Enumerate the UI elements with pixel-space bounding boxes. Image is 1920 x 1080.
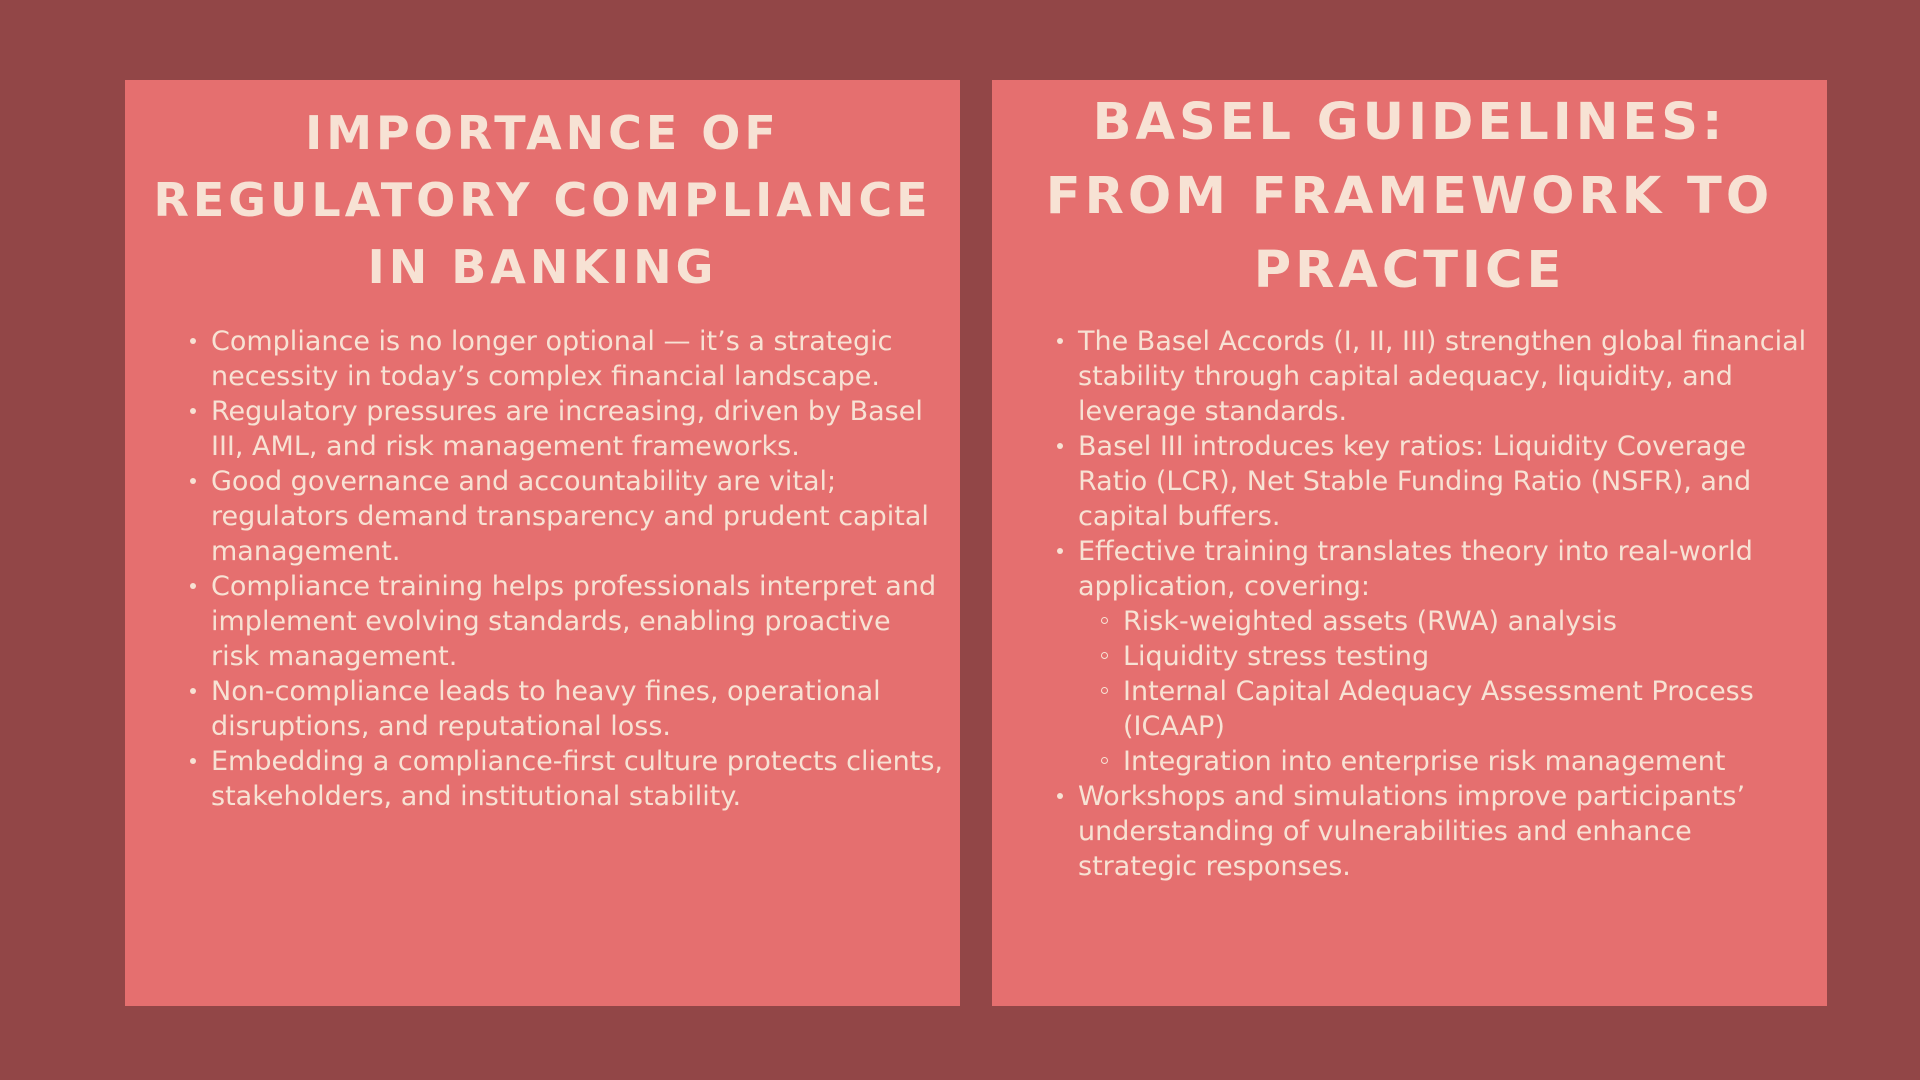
list-item: The Basel Accords (I, II, III) strengthen global financial stability through capital adequacy, liquidity, and leverage standards.	[1078, 324, 1813, 429]
sub-list-item: Liquidity stress testing	[1123, 639, 1813, 674]
list-item: Good governance and accountability are vital; regulators demand transparency and prudent capital management.	[211, 464, 946, 569]
sub-list-item: Internal Capital Adequacy Assessment Process (ICAAP)	[1123, 674, 1813, 744]
basel-guidelines-list	[1078, 324, 1813, 884]
list-item: Compliance training helps professionals interpret and implement evolving standards, enabling proactive risk management.	[211, 569, 946, 674]
compliance-importance-title: IMPORTANCE OF REGULATORY COMPLIANCE IN BANKING	[153, 106, 932, 294]
compliance-importance-list	[211, 324, 946, 814]
basel-guidelines-panel	[992, 80, 1827, 1006]
list-item: Workshops and simulations improve participants’ understanding of vulnerabilities and enhance strategic responses.	[1078, 779, 1813, 884]
compliance-importance-panel	[125, 80, 960, 1006]
basel-guidelines-title: BASEL GUIDELINES: FROM FRAMEWORK TO PRACTICE	[1045, 93, 1774, 300]
list-item: Compliance is no longer optional — it’s a strategic necessity in today’s complex financial landscape.	[211, 324, 946, 394]
list-item: Embedding a compliance-first culture protects clients, stakeholders, and institutional stability.	[211, 744, 946, 814]
sub-list-item: Risk-weighted assets (RWA) analysis	[1123, 604, 1813, 639]
list-item: Non-compliance leads to heavy fines, operational disruptions, and reputational loss.	[211, 674, 946, 744]
list-item: Basel III introduces key ratios: Liquidity Coverage Ratio (LCR), Net Stable Funding Ratio (NSFR), and capital buffers.	[1078, 429, 1813, 534]
sub-list-item: Integration into enterprise risk management	[1123, 744, 1813, 779]
list-item: Regulatory pressures are increasing, driven by Basel III, AML, and risk management frameworks.	[211, 394, 946, 464]
list-item	[1078, 534, 1813, 779]
list-item-text: Effective training translates theory into real-world application, covering:	[1078, 536, 1753, 602]
training-topics-list	[1078, 604, 1813, 779]
